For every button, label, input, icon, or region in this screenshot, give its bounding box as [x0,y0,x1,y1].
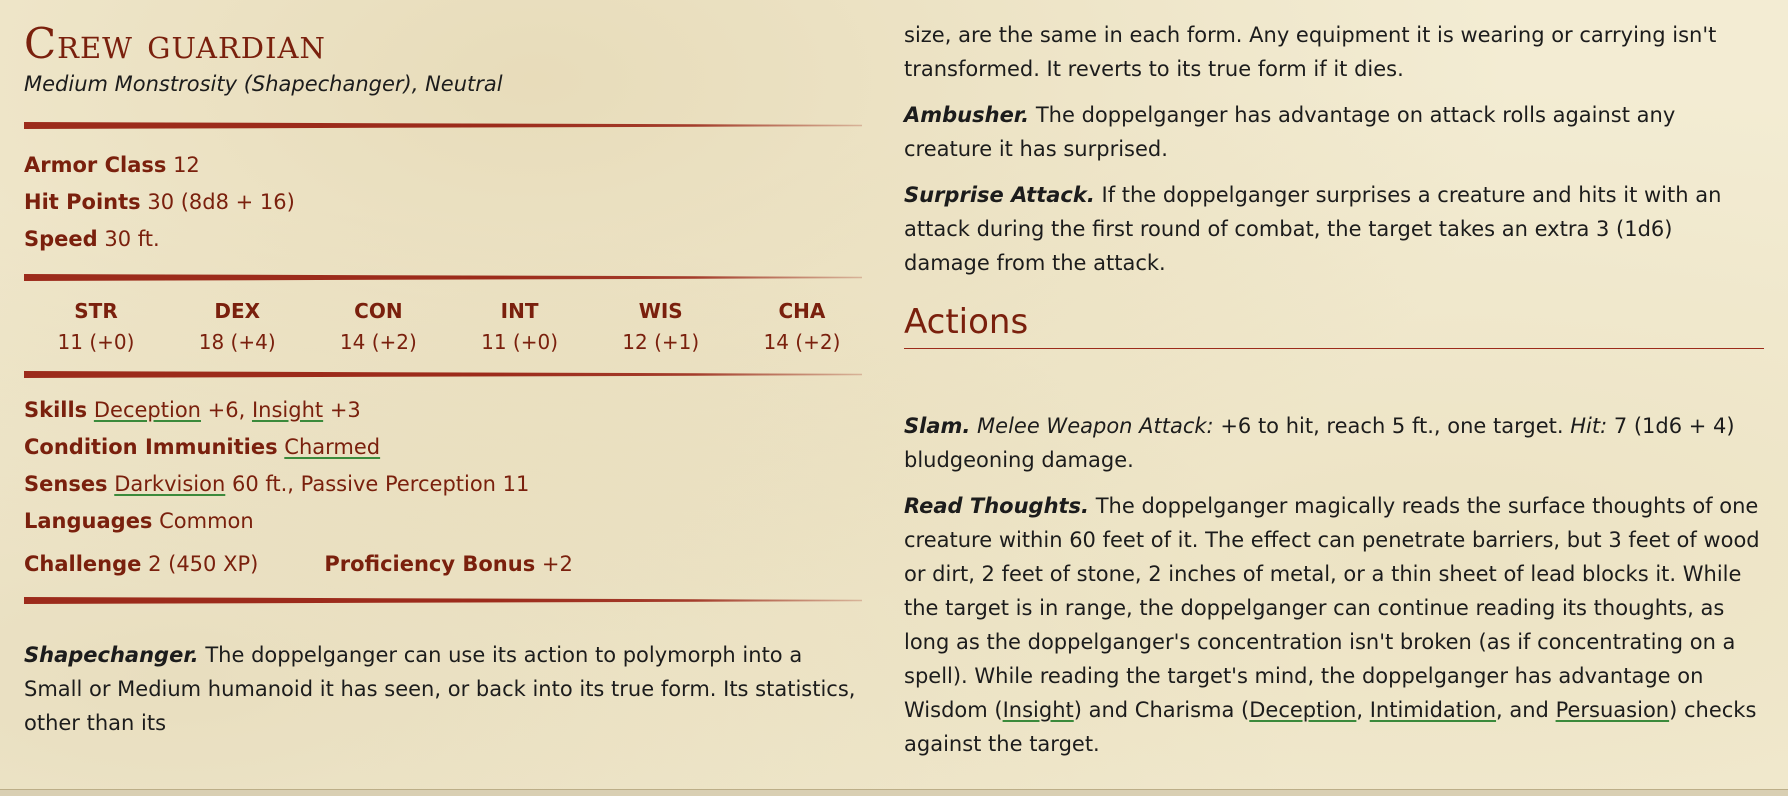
trait-text: size, are the same in each form. Any equipment it is wearing or carrying isn't transformed. It reverts to its true form if it dies. [904,23,1717,81]
skills-label: Skills [24,398,88,422]
ability-name: STR [74,299,118,323]
senses [24,466,862,503]
speed-label: Speed [24,227,98,251]
proficiency-bonus-label: Proficiency Bonus [324,552,536,576]
challenge [24,546,258,583]
action-slam [904,409,1764,477]
monster-name: Crew guardian [24,19,326,68]
skill-insight-link[interactable]: Insight [1002,698,1074,722]
skill-insight-value: +3 [323,398,361,422]
speed [24,221,862,258]
action-read-thoughts [904,489,1764,761]
armor-class [24,147,862,184]
languages-label: Languages [24,509,153,533]
ability-cha [754,295,850,357]
trait-name: Surprise Attack. [904,183,1095,207]
ability-name: WIS [638,299,683,323]
challenge-row [24,546,862,583]
ability-name: INT [500,299,539,323]
challenge-value: 2 (450 XP) [148,552,259,576]
hit-label: Hit: [1570,414,1608,438]
ability-score: 14 (+2) [339,330,417,354]
speed-value: 30 ft. [104,227,160,251]
divider-rule [24,371,862,378]
languages [24,503,862,540]
proficiency-bonus [324,546,573,583]
ability-con [330,295,426,357]
ability-score: 11 (+0) [57,330,135,354]
hit-points-label: Hit Points [24,190,141,214]
divider-rule [24,597,862,604]
proficiency-bonus-value: +2 [541,552,573,576]
action-text: ) checks against the target. [904,698,1757,756]
skill-intimidation-link[interactable]: Intimidation [1369,698,1497,722]
trait-name: Ambusher. [904,103,1030,127]
hit-points [24,184,862,221]
monster-type: Medium Monstrosity (Shapechanger), Neutral [24,72,503,96]
ability-name: CON [354,299,403,323]
ability-int [472,295,568,357]
divider-rule [24,274,862,281]
divider-rule [24,122,862,129]
trait-name: Shapechanger. [24,643,199,667]
ability-score: 12 (+1) [622,330,700,354]
armor-class-value: 12 [173,153,200,177]
trait-text: The doppelganger can use its action to polymorph into a Small or Medium humanoid it has seen, or back into its true form. Its statistics, other than its [24,643,856,735]
basic-attributes [24,147,862,258]
languages-value: Common [159,509,254,533]
action-text: 7 (1d6 + 4) bludgeoning damage. [904,414,1735,472]
action-text: +6 to hit, reach 5 ft., one target. [1213,414,1571,438]
skill-deception-link[interactable]: Deception [1249,698,1357,722]
trait-shapechanger [24,638,862,740]
ability-str [48,295,144,357]
skills [24,392,862,429]
ability-score: 18 (+4) [198,330,276,354]
bottom-border [0,789,1788,796]
action-text: , [1356,698,1370,722]
sense-darkvision-link[interactable]: Darkvision [114,472,226,496]
detail-attributes [24,392,862,583]
ability-score: 14 (+2) [763,330,841,354]
skill-deception-link[interactable]: Deception [93,398,201,422]
spacer [904,349,1764,409]
skill-deception-value: +6, [201,398,252,422]
stat-block-left-column [24,18,862,752]
senses-value: 60 ft., Passive Perception 11 [225,472,530,496]
ability-name: CHA [778,299,826,323]
actions-heading: Actions [904,302,1764,349]
trait-surprise-attack [904,178,1764,280]
trait-text: The doppelganger has advantage on attack rolls against any creature it has surprised. [904,103,1676,161]
trait-ambusher [904,98,1764,166]
action-name: Read Thoughts. [904,494,1090,518]
action-text: The doppelganger magically reads the surface thoughts of one creature within 60 feet of it. The effect can penetrate barriers, but 3 feet of wood or dirt, 2 feet of stone, 2 inches of metal, or a thin sheet of lead blocks it. While the target is in range, the doppelganger can continue reading its thoughts, as long as the doppelganger's concentration isn't broken (as if concentrating on a spell). While reading the target's mind, the doppelganger has advantage on Wisdom ( [904,494,1760,722]
action-name: Slam. [904,414,971,438]
skill-insight-link[interactable]: Insight [251,398,324,422]
ability-wis [613,295,709,357]
ability-name: DEX [214,299,261,323]
condition-immunities [24,429,862,466]
senses-label: Senses [24,472,108,496]
action-text: , and [1496,698,1556,722]
attack-type: Melee Weapon Attack: [977,414,1214,438]
trait-text: If the doppelganger surprises a creature and hits it with an attack during the first round of combat, the target takes an extra 3 (1d6) damage from the attack. [904,183,1722,275]
condition-charmed-link[interactable]: Charmed [284,435,381,459]
ability-scores [24,295,862,357]
condition-immunities-label: Condition Immunities [24,435,278,459]
ability-dex [189,295,285,357]
skill-persuasion-link[interactable]: Persuasion [1555,698,1670,722]
stat-block-right-column [904,18,1764,773]
armor-class-label: Armor Class [24,153,167,177]
hit-points-value: 30 (8d8 + 16) [147,190,295,214]
challenge-label: Challenge [24,552,142,576]
action-text: ) and Charisma ( [1073,698,1250,722]
ability-score: 11 (+0) [481,330,559,354]
trait-shapechanger-continued [904,18,1764,86]
